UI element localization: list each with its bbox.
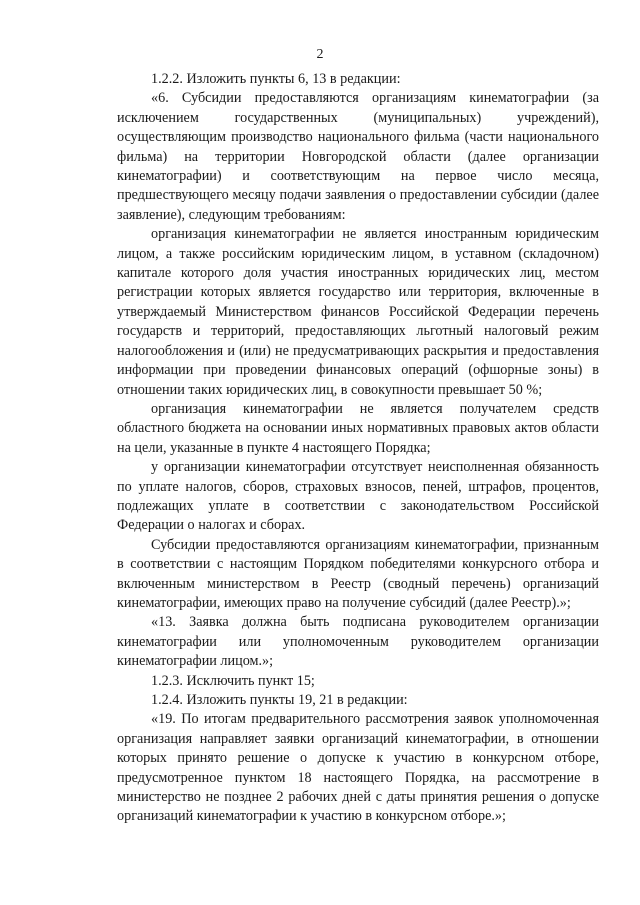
paragraph-1-2-3: 1.2.3. Исключить пункт 15; [151,672,315,689]
paragraph-1-2-2: 1.2.2. Изложить пункты 6, 13 в редакции: [151,71,401,87]
paragraph-item-13: «13. Заявка должна быть подписана руководителем организации кинематографии или уполномоченным руководителем организации кинематографии лицом.»; [117,614,599,670]
requirement-no-tax-debt: у организации кинематографии отсутствует неисполненная обязанность по уплате налогов, сборов, страховых взносов, пеней, штрафов, процентов, подлежащих уплате в соответствии с законодательством Российской Федерации о налогах и сборах. [117,459,599,534]
document-body [117,70,599,827]
requirement-foreign-entity: организация кинематографии не является иностранным юридическим лицом, а также российским юридическим лицом, в уставном (складочном) капитале которого доля участия иностранных юридических лиц, местом регистрации которых является государство или территория, включенные в утверждаемый Министерством финансов Российской Федерации перечень государств и территорий, предоставляющих льготный налоговый режим налогообложения и (или) не предусматривающих раскрытия и предоставления информации при проведении финансовых операций (офшорные зоны) в отношении таких юридических лиц, в совокупности превышает 50 %; [117,226,599,398]
paragraph-registry: Субсидии предоставляются организациям кинематографии, признанным в соответствии с настоящим Порядком победителями конкурсного отбора и включенным министерством в Реестр (сводный перечень) организаций кинематографии, имеющих право на получение субсидий (далее Реестр).»; [117,536,599,611]
paragraph-item-19: «19. По итогам предварительного рассмотрения заявок уполномоченная организация направляет заявки организаций кинематографии, в отношении которых принято решение о допуске к участию в конкурсном отборе, предусмотренное пунктом 18 настоящего Порядка, на рассмотрение в министерство не позднее 2 рабочих дней с даты принятия решения о допуске организаций кинематографии к участию в конкурсном отборе.»; [117,711,599,825]
page-number: 2 [316,47,324,62]
paragraph-1-2-4: 1.2.4. Изложить пункты 19, 21 в редакции: [151,692,408,708]
requirement-no-regional-funds: организация кинематографии не является получателем средств областного бюджета на основании иных нормативных правовых актов области на цели, указанные в пункте 4 настоящего Порядка; [117,400,599,456]
paragraph-item-6: «6. Субсидии предоставляются организациям кинематографии (за исключением государственных (муниципальных) учреждений), осуществляющим производство национального фильма (части национального фильма) на территории Новгородской области (далее организации кинематографии) и соответствующим на первое число месяца, предшествующего месяцу подачи заявления о предоставлении субсидии (далее заявление), следующим требованиям: [117,90,599,223]
